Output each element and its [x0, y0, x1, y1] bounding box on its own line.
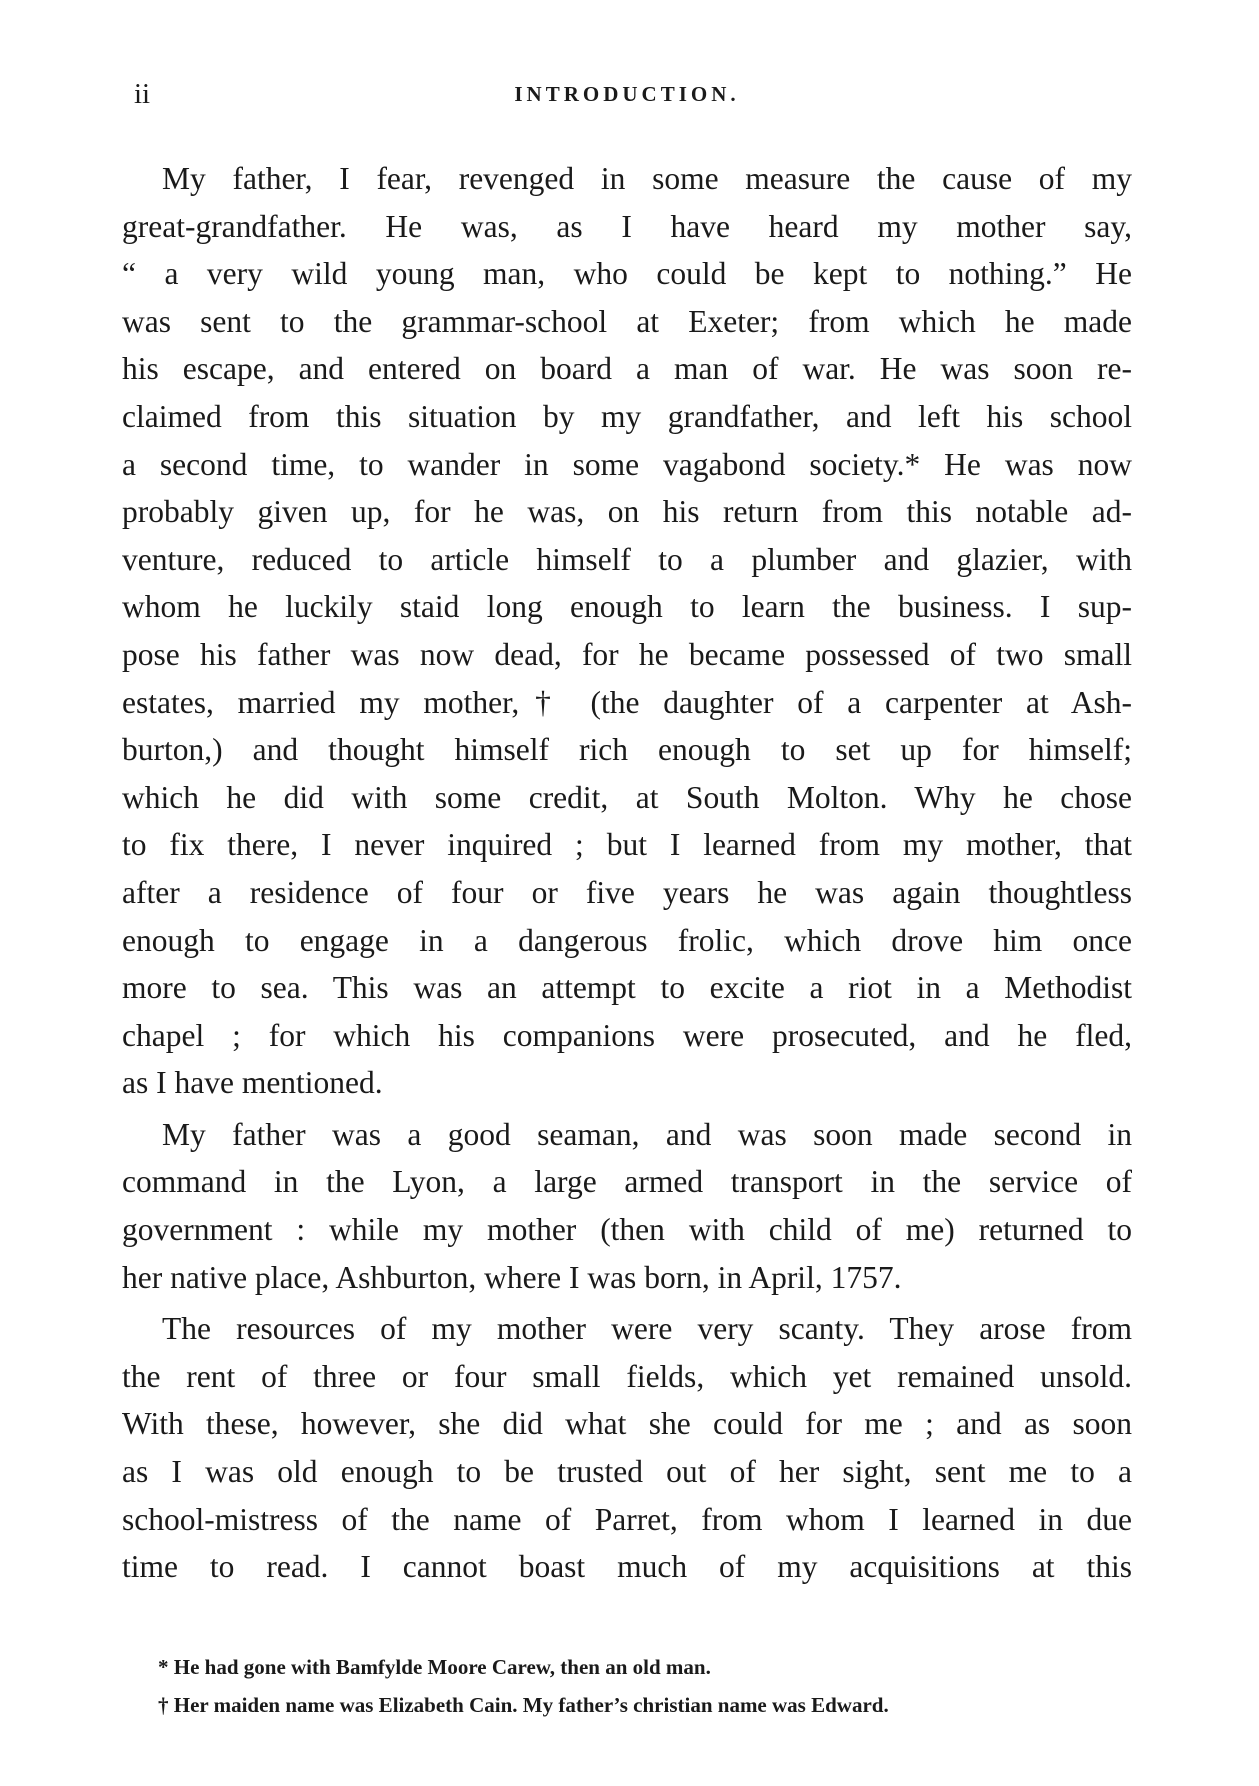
- text-line: her native place, Ashburton, where I was born, in April, 1757.: [122, 1259, 902, 1295]
- footnotes: [158, 1648, 1108, 1724]
- text-line: claimed from this situation by my grandfather, and left his school: [122, 398, 1132, 434]
- text-line: great-grandfather. He was, as I have heard my mother say,: [122, 208, 1132, 244]
- text-line: My father was a good seaman, and was soon made second in: [162, 1116, 1132, 1152]
- text-line: which he did with some credit, at South Molton. Why he chose: [122, 779, 1132, 815]
- text-line: school-mistress of the name of Parret, from whom I learned in due: [122, 1501, 1132, 1537]
- paragraph: [122, 155, 1132, 1107]
- body-text: [122, 155, 1132, 1591]
- text-line: The resources of my mother were very scanty. They arose from: [162, 1311, 1132, 1347]
- text-line: a second time, to wander in some vagabond society.* He was now: [122, 446, 1132, 482]
- text-line: chapel ; for which his companions were prosecuted, and he fled,: [122, 1017, 1132, 1053]
- text-line: his escape, and entered on board a man of war. He was soon re-: [122, 351, 1132, 387]
- text-line: estates, married my mother,† (the daughter of a carpenter at Ash-: [122, 684, 1132, 720]
- text-line: more to sea. This was an attempt to excite a riot in a Methodist: [122, 970, 1132, 1006]
- text-line: government : while my mother (then with child of me) returned to: [122, 1212, 1132, 1248]
- text-line: probably given up, for he was, on his return from this notable ad-: [122, 494, 1132, 530]
- footnote: † Her maiden name was Elizabeth Cain. My father’s christian name was Edward.: [158, 1693, 889, 1717]
- text-line: whom he luckily staid long enough to learn the business. I sup-: [122, 589, 1132, 625]
- text-line: as I was old enough to be trusted out of her sight, sent me to a: [122, 1454, 1132, 1490]
- paragraph: [122, 1111, 1132, 1301]
- text-line: as I have mentioned.: [122, 1065, 383, 1101]
- text-line: after a residence of four or five years he was again thoughtless: [122, 874, 1132, 910]
- paragraph: [122, 1305, 1132, 1591]
- text-line: My father, I fear, revenged in some measure the cause of my: [162, 161, 1132, 196]
- text-line: With these, however, she did what she could for me ; and as soon: [122, 1406, 1132, 1442]
- text-line: pose his father was now dead, for he became possessed of two small: [122, 636, 1132, 672]
- running-head: [122, 78, 1132, 114]
- text-line: command in the Lyon, a large armed transport in the service of: [122, 1164, 1132, 1200]
- text-line: venture, reduced to article himself to a plumber and glazier, with: [122, 541, 1132, 577]
- text-line: was sent to the grammar-school at Exeter; from which he made: [122, 303, 1132, 339]
- running-title: INTRODUCTION.: [514, 82, 740, 106]
- footnote: * He had gone with Bamfylde Moore Carew, then an old man.: [158, 1655, 711, 1679]
- text-line: enough to engage in a dangerous frolic, which drove him once: [122, 922, 1132, 958]
- text-line: the rent of three or four small fields, which yet remained unsold.: [122, 1358, 1132, 1394]
- text-line: “ a very wild young man, who could be kept to nothing.” He: [122, 256, 1132, 292]
- text-line: burton,) and thought himself rich enough to set up for himself;: [122, 732, 1132, 768]
- page-number: ii: [134, 78, 151, 110]
- text-line: to fix there, I never inquired ; but I learned from my mother, that: [122, 827, 1132, 863]
- text-line: time to read. I cannot boast much of my acquisitions at this: [122, 1549, 1132, 1585]
